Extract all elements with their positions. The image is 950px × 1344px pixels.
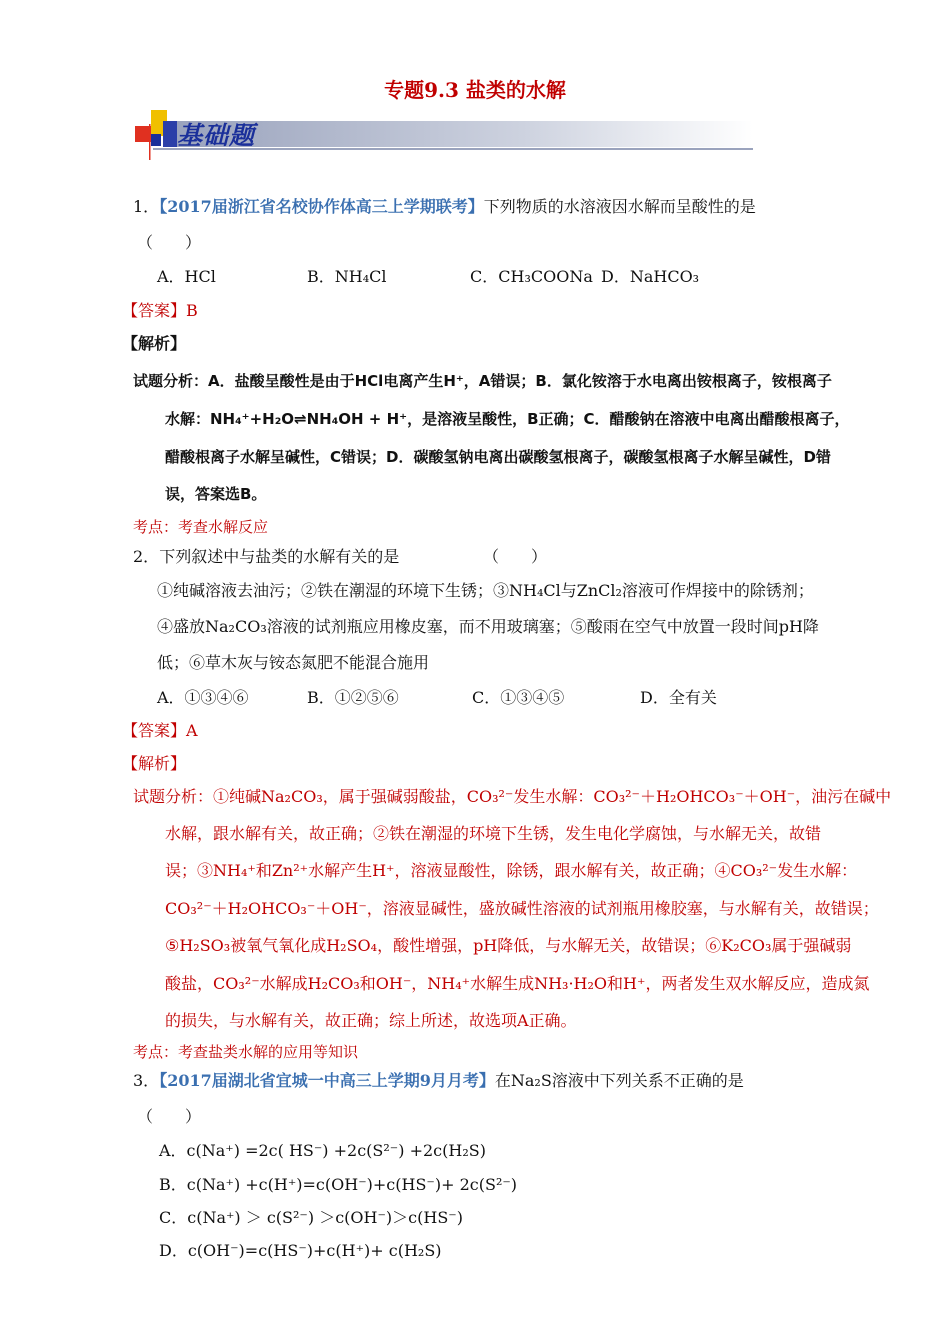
analysis-line: 误；③NH₄⁺和Zn²⁺水解产生H⁺，溶液显酸性，除锈，跟水解有关，故正确；④CO₃²⁻发生水解：: [165, 861, 858, 880]
option-c: C．CH₃COONa: [470, 267, 593, 286]
analysis-line: 水解，跟水解有关，故正确；②铁在潮湿的环境下生锈，发生电化学腐蚀，与水解无关，故错: [165, 824, 822, 843]
analysis-label: 【解析】: [122, 754, 187, 773]
question-1-stem: [133, 196, 756, 218]
option-a: A．HCl: [157, 267, 216, 286]
question-number: 2．: [133, 547, 160, 566]
question-text: 下列物质的水溶液因水解而呈酸性的是: [483, 197, 756, 216]
question-blank: （ ）: [137, 233, 202, 252]
statement-line: ①纯碱溶液去油污；②铁在潮湿的环境下生锈；③NH₄Cl与ZnCl₂溶液可作焊接中的除锈剂；: [157, 581, 814, 600]
question-3-stem: [133, 1070, 744, 1092]
option-c: C．①③④⑤: [472, 688, 565, 707]
question-2-stem: [133, 546, 399, 568]
analysis-line: 醋酸根离子水解呈碱性，C错误；D．碳酸氢钠电离出碳酸氢根离子，碳酸氢根离子水解呈碱性，D错: [165, 448, 831, 466]
option-d: D．c(OH⁻)=c(HS⁻)+c(H⁺)+ c(H₂S): [159, 1241, 442, 1260]
analysis-line: 试题分析：A．盐酸呈酸性是由于HCl电离产生H⁺，A错误；B．氯化铵溶于水电离出铵根离子，铵根离子: [133, 372, 832, 390]
question-source: 【2017届浙江省名校协作体高三上学期联考】: [159, 197, 484, 216]
question-text: 在Na₂S溶液中下列关系不正确的是: [494, 1071, 744, 1090]
question-blank: （ ）: [483, 547, 548, 566]
analysis-line: CO₃²⁻＋H₂OHCO₃⁻＋OH⁻，溶液显碱性，盛放碱性溶液的试剂瓶用橡胶塞，与水解有关，故错误；: [165, 899, 879, 918]
analysis-line: 水解：NH₄⁺+H₂O⇌NH₄OH + H⁺，是溶液呈酸性，B正确；C．醋酸钠在溶液中电离出醋酸根离子，: [165, 410, 850, 428]
question-text: 下列叙述中与盐类的水解有关的是: [159, 547, 400, 566]
question-blank: （ ）: [137, 1107, 202, 1126]
section-banner: [133, 104, 753, 162]
question-number: 3．: [133, 1071, 160, 1090]
option-b: B．c(Na⁺) +c(H⁺)=c(OH⁻)+c(HS⁻)+ 2c(S²⁻): [159, 1175, 518, 1194]
analysis-line: 酸盐，CO₃²⁻水解成H₂CO₃和OH⁻，NH₄⁺水解生成NH₃·H₂O和H⁺，两者发生双水解反应，造成氮: [165, 974, 870, 993]
analysis-label: 【解析】: [122, 334, 187, 353]
question-number: 1．: [133, 197, 160, 216]
kaodian: 考点：考查水解反应: [133, 518, 269, 536]
question-source: 【2017届湖北省宜城一中高三上学期9月月考】: [159, 1071, 495, 1090]
option-a: A．c(Na⁺) =2c( HS⁻) +2c(S²⁻) +2c(H₂S): [159, 1141, 486, 1160]
option-b: B．NH₄Cl: [307, 267, 387, 286]
statement-line: ④盛放Na₂CO₃溶液的试剂瓶应用橡皮塞，而不用玻璃塞；⑤酸雨在空气中放置一段时间pH降: [157, 617, 819, 636]
statement-line: 低；⑥草木灰与铵态氮肥不能混合施用: [157, 653, 430, 672]
option-d: D．全有关: [640, 688, 717, 707]
analysis-line: 试题分析：①纯碱Na₂CO₃，属于强碱弱酸盐，CO₃²⁻发生水解：CO₃²⁻＋H₂OHCO₃⁻＋OH⁻，油污在碱中: [133, 787, 892, 806]
option-a: A．①③④⑥: [157, 688, 249, 707]
analysis-line: 误，答案选B。: [165, 485, 267, 503]
page-title: 专题9.3 盐类的水解: [384, 78, 566, 102]
option-c: C．c(Na⁺) ＞ c(S²⁻) ＞c(OH⁻)＞c(HS⁻): [159, 1208, 463, 1227]
answer: 【答案】B: [122, 301, 198, 320]
kaodian: 考点：考查盐类水解的应用等知识: [133, 1043, 359, 1061]
banner-label: 基础题: [177, 121, 256, 150]
analysis-line: ⑤H₂SO₃被氧气氧化成H₂SO₄，酸性增强，pH降低，与水解无关，故错误；⑥K₂CO₃属于强碱弱: [165, 936, 852, 955]
analysis-line: 的损失，与水解有关，故正确；综上所述，故选项A正确。: [165, 1011, 577, 1030]
option-b: B．①②⑤⑥: [307, 688, 399, 707]
option-d: D．NaHCO₃: [601, 267, 700, 286]
answer: 【答案】A: [122, 721, 198, 740]
